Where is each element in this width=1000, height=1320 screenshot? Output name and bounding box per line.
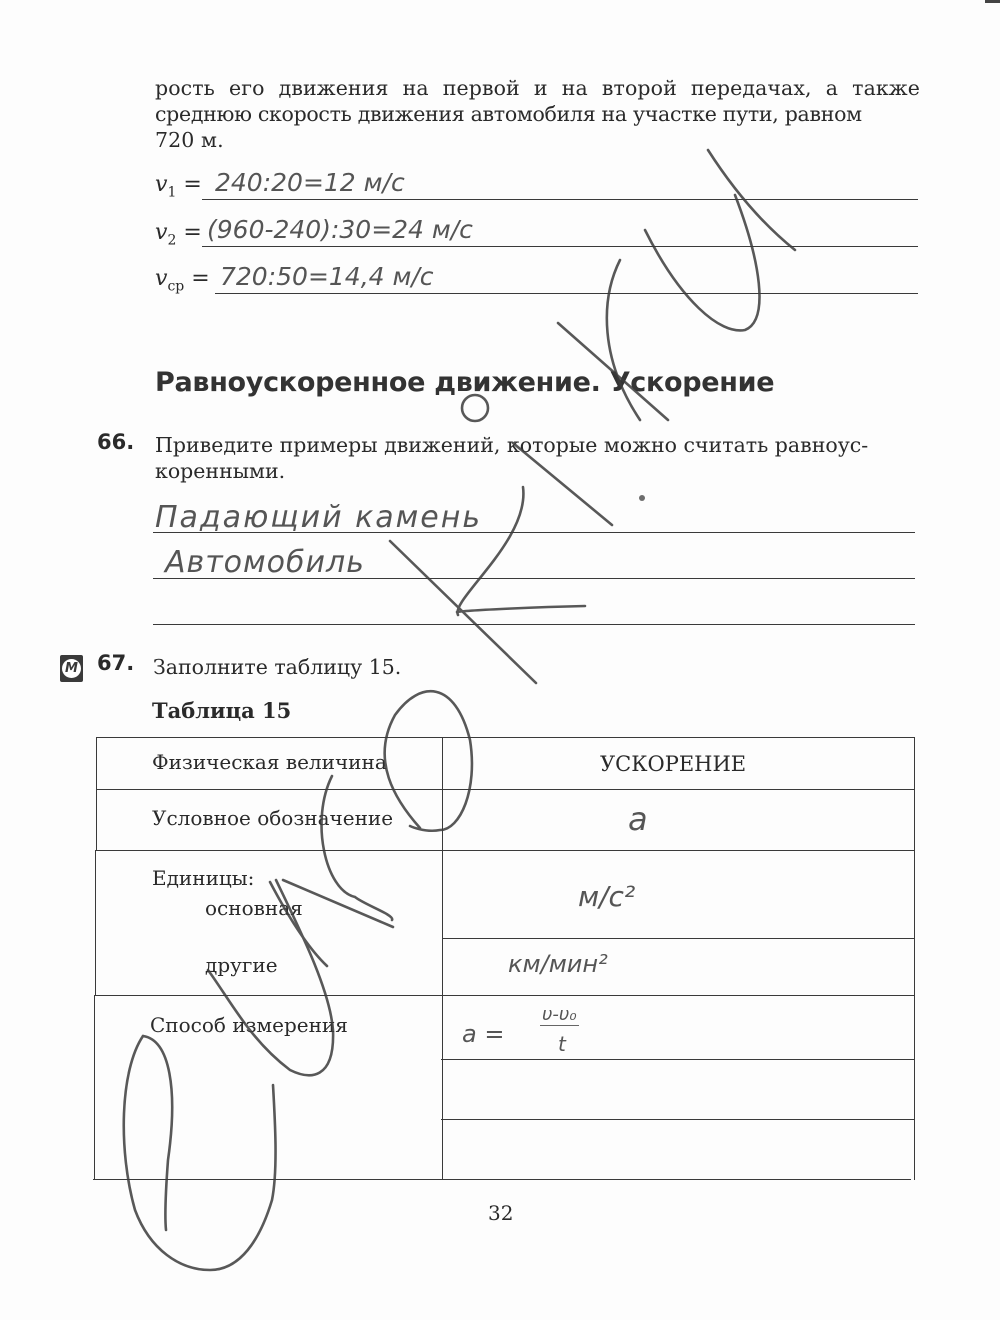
task-67-text: Заполните таблицу 15. bbox=[153, 655, 402, 679]
formula-subscript: 2 bbox=[167, 232, 177, 249]
intro-paragraph bbox=[155, 75, 920, 153]
intro-line-1: рость его движения на первой и на второй передачах, а также bbox=[155, 76, 920, 100]
table-label-units-main: основная bbox=[205, 896, 303, 920]
table-value-units-main[interactable]: м/с² bbox=[578, 880, 636, 913]
answer-line[interactable] bbox=[153, 624, 915, 625]
table-border-top bbox=[96, 737, 915, 738]
formula-subscript: 1 bbox=[167, 184, 177, 201]
formula-vcp-answer[interactable]: 720:50=14,4 м/с bbox=[220, 262, 434, 291]
corner-mark bbox=[985, 0, 1000, 3]
section-title: Равноускоренное движение. Ускорение bbox=[155, 367, 775, 398]
table-row-divider bbox=[441, 1059, 915, 1060]
table-border-right bbox=[914, 737, 915, 1180]
table-value-units-other[interactable]: км/мин² bbox=[508, 950, 608, 978]
table-label-symbol: Условное обозначение bbox=[152, 806, 394, 830]
table-label-units: Единицы: bbox=[152, 866, 255, 890]
m-badge-icon bbox=[60, 655, 83, 682]
formula-equals: = bbox=[191, 266, 210, 291]
table-caption: Таблица 15 bbox=[152, 698, 292, 723]
formula-symbol: v bbox=[155, 172, 168, 197]
table-row-divider bbox=[95, 850, 915, 851]
table-value-measurement-lhs[interactable]: a = bbox=[462, 1020, 505, 1048]
table-value-quantity[interactable]: УСКОРЕНИЕ bbox=[600, 752, 747, 776]
table-row-divider bbox=[441, 1119, 915, 1120]
formula-vcp-label bbox=[155, 266, 210, 294]
formula-equals: = bbox=[183, 172, 202, 197]
formula-v1-label bbox=[155, 172, 202, 200]
table-value-symbol[interactable]: a bbox=[628, 800, 648, 838]
table-value-measurement-denominator[interactable]: t bbox=[558, 1032, 566, 1056]
formula-equals: = bbox=[183, 220, 202, 245]
table-border-bottom bbox=[93, 1179, 911, 1180]
answer-line bbox=[153, 578, 915, 579]
table-border-left bbox=[94, 995, 95, 1180]
task-67-number: 67. bbox=[97, 651, 135, 675]
task-66-number: 66. bbox=[97, 430, 135, 454]
table-label-quantity: Физическая величина bbox=[152, 750, 387, 774]
formula-v1-answer[interactable]: 240:20=12 м/с bbox=[215, 168, 405, 197]
task-66-answer-2[interactable]: Автомобиль bbox=[165, 545, 365, 580]
answer-line bbox=[215, 293, 918, 294]
formula-v2-answer[interactable]: (960-240):30=24 м/с bbox=[207, 215, 473, 244]
task-66-line-2: коренными. bbox=[155, 459, 286, 483]
task-66-text bbox=[155, 432, 920, 484]
formula-symbol: v bbox=[155, 220, 168, 245]
table-value-measurement-numerator[interactable]: υ-υ₀ bbox=[542, 1004, 577, 1025]
table-row-divider bbox=[94, 995, 915, 996]
m-badge-letter: М bbox=[62, 659, 81, 678]
table-row-divider bbox=[96, 789, 915, 790]
task-66-answer-1[interactable]: Падающий камень bbox=[155, 500, 482, 535]
answer-line bbox=[202, 199, 918, 200]
formula-v2-label bbox=[155, 220, 202, 248]
page-number: 32 bbox=[488, 1201, 514, 1225]
answer-line bbox=[202, 246, 918, 247]
table-column-divider bbox=[442, 737, 443, 1180]
intro-line-2: среднюю скорость движения автомобиля на участке пути, равном bbox=[155, 102, 862, 126]
table-border-left bbox=[96, 737, 97, 850]
answer-line bbox=[153, 532, 915, 533]
formula-symbol: v bbox=[155, 266, 168, 291]
table-label-measurement: Способ измерения bbox=[150, 1013, 348, 1037]
formula-subscript: ср bbox=[167, 278, 185, 295]
intro-line-3: 720 м. bbox=[155, 128, 224, 152]
task-66-line-1: Приведите примеры движений, которые можно считать равноус- bbox=[155, 433, 869, 457]
table-border-left bbox=[95, 850, 96, 995]
table-row-divider bbox=[442, 938, 915, 939]
table-label-units-other: другие bbox=[205, 953, 278, 977]
